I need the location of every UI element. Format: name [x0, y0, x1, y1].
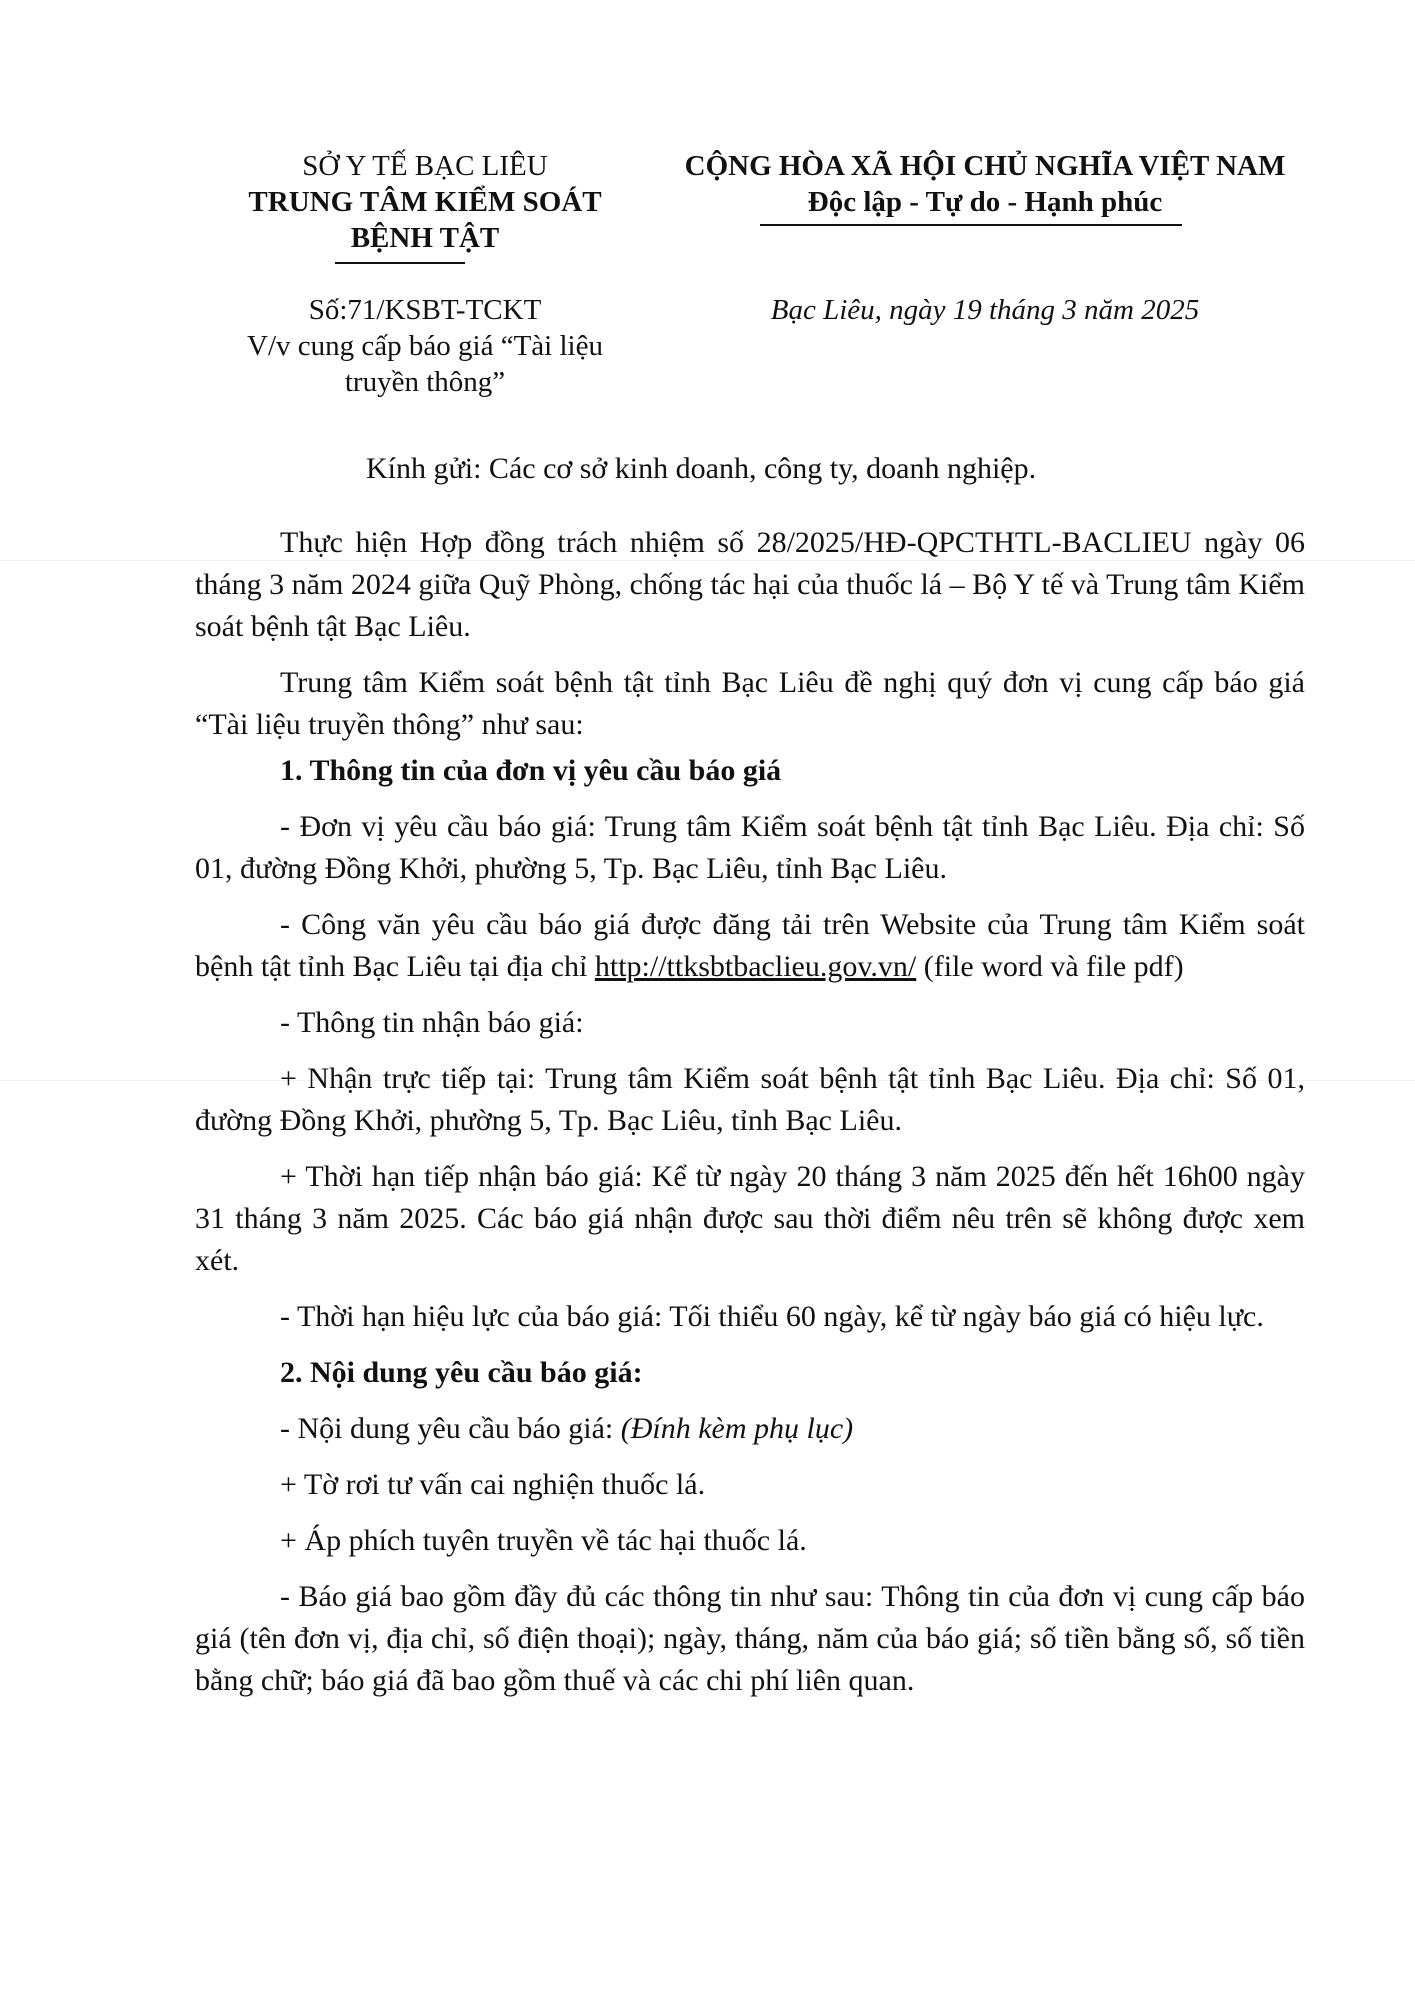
section-2-item-4: - Báo giá bao gồm đầy đủ các thông tin như sau: Thông tin của đơn vị cung cấp báo giá (tên đơn vị, địa chỉ, số điện thoại); ngày, tháng, năm của báo giá; số tiền bằng số, số tiền bằng chữ; báo giá đã bao gồm thuế và các chi phí liên quan.	[195, 1580, 1305, 1697]
section-1-heading: 1. Thông tin của đơn vị yêu cầu báo giá	[280, 754, 782, 787]
recipient-line: Kính gửi: Các cơ sở kinh doanh, công ty, doanh nghiệp.	[366, 452, 1037, 485]
content-request-label: - Nội dung yêu cầu báo giá:	[280, 1412, 621, 1445]
section-2-heading: 2. Nội dung yêu cầu báo giá:	[280, 1356, 643, 1389]
intro-paragraph-2: Trung tâm Kiểm soát bệnh tật tỉnh Bạc Liêu đề nghị quý đơn vị cung cấp báo giá “Tài liệu truyền thông” như sau:	[195, 666, 1305, 741]
header-right	[660, 148, 1310, 220]
agency-name: SỞ Y TẾ BẠC LIÊU	[302, 150, 548, 182]
section-1-item-6: - Thời hạn hiệu lực của báo giá: Tối thiểu 60 ngày, kể từ ngày báo giá có hiệu lực.	[280, 1300, 1264, 1333]
unit-name-line1: TRUNG TÂM KIỂM SOÁT	[248, 186, 602, 218]
section-1-item-5: + Thời hạn tiếp nhận báo giá: Kể từ ngày 20 tháng 3 năm 2025 đến hết 16h00 ngày 31 tháng 3 năm 2025. Các báo giá nhận được sau thời điểm nêu trên sẽ không được xem xét.	[195, 1160, 1305, 1277]
subject-line1: V/v cung cấp báo giá “Tài liệu	[247, 330, 603, 362]
national-title: CỘNG HÒA XÃ HỘI CHỦ NGHĨA VIỆT NAM	[684, 150, 1286, 182]
document-number: Số:71/KSBT-TCKT	[308, 294, 542, 326]
section-1-item-2	[195, 904, 1305, 988]
doc-reference	[205, 292, 645, 400]
website-text-before: - Công văn yêu cầu báo giá được đăng tải trên Website của Trung tâm Kiểm soát bệnh tật tỉnh Bạc Liêu tại địa chỉ	[195, 908, 1305, 983]
intro-paragraph-1: Thực hiện Hợp đồng trách nhiệm số 28/2025/HĐ-QPCTHTL-BACLIEU ngày 06 tháng 3 năm 2024 giữa Quỹ Phòng, chống tác hại của thuốc lá – Bộ Y tế và Trung tâm Kiểm soát bệnh tật Bạc Liêu.	[195, 526, 1305, 643]
left-header-rule	[335, 262, 465, 264]
unit-name-line2: BỆNH TẬT	[350, 222, 500, 254]
website-text-after: (file word và file pdf)	[916, 950, 1184, 983]
website-link[interactable]: http://ttksbtbaclieu.gov.vn/	[594, 950, 917, 983]
section-1-item-3: - Thông tin nhận báo giá:	[280, 1006, 584, 1039]
attachment-note: (Đính kèm phụ lục)	[620, 1412, 854, 1445]
header-left	[205, 148, 645, 256]
right-header-rule	[760, 224, 1182, 226]
section-1-item-4: + Nhận trực tiếp tại: Trung tâm Kiểm soát bệnh tật tỉnh Bạc Liêu. Địa chỉ: Số 01, đường Đồng Khởi, phường 5, Tp. Bạc Liêu, tỉnh Bạc Liêu.	[195, 1062, 1305, 1137]
subject-line2: truyền thông”	[344, 366, 506, 398]
body	[195, 522, 1305, 1702]
section-2-item-1	[195, 1408, 1305, 1450]
section-2-item-2: + Tờ rơi tư vấn cai nghiện thuốc lá.	[280, 1468, 706, 1501]
section-1-item-1: - Đơn vị yêu cầu báo giá: Trung tâm Kiểm soát bệnh tật tỉnh Bạc Liêu. Địa chỉ: Số 01, đường Đồng Khởi, phường 5, Tp. Bạc Liêu, tỉnh Bạc Liêu.	[195, 810, 1305, 885]
national-motto: Độc lập - Tự do - Hạnh phúc	[807, 186, 1163, 218]
document-date: Bạc Liêu, ngày 19 tháng 3 năm 2025	[770, 294, 1200, 326]
section-2-item-3: + Áp phích tuyên truyền về tác hại thuốc lá.	[280, 1524, 807, 1557]
